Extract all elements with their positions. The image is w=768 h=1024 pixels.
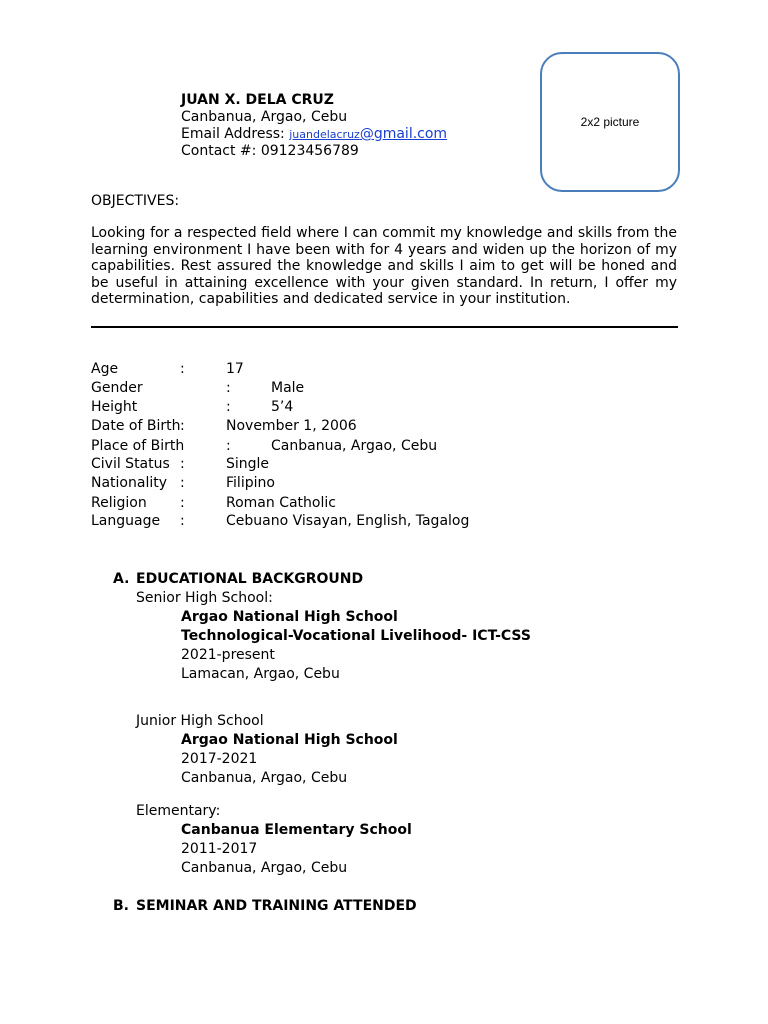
- birthdate-value: November 1, 2006: [226, 418, 357, 434]
- photo-label: 2x2 picture: [580, 115, 640, 129]
- civil-status-colon: :: [180, 456, 185, 472]
- civil-status-value: Single: [226, 456, 270, 472]
- nationality-colon: :: [180, 475, 185, 491]
- age-label: Age: [91, 361, 119, 377]
- age-value: 17: [226, 361, 244, 377]
- elementary-level: Elementary:: [136, 803, 221, 819]
- junior-level: Junior High School: [136, 713, 264, 729]
- gender-value: Male: [271, 380, 305, 396]
- nationality-label: Nationality: [91, 475, 168, 491]
- email-link[interactable]: [289, 126, 447, 142]
- objectives-title: OBJECTIVES:: [91, 193, 180, 209]
- photo-placeholder: [540, 52, 680, 192]
- junior-school: Argao National High School: [181, 732, 398, 748]
- civil-status-label: Civil Status: [91, 456, 170, 472]
- birthdate-colon: :: [180, 418, 185, 434]
- seminar-title: SEMINAR AND TRAINING ATTENDED: [136, 898, 417, 914]
- senior-location: Lamacan, Argao, Cebu: [181, 666, 340, 682]
- email-user: juandelacruz: [289, 128, 360, 141]
- language-label: Language: [91, 513, 161, 529]
- elementary-school: Canbanua Elementary School: [181, 822, 412, 838]
- horizontal-rule: [91, 326, 678, 328]
- religion-colon: :: [180, 495, 185, 511]
- resume-header: [181, 92, 447, 160]
- senior-level: Senior High School:: [136, 590, 273, 606]
- religion-label: Religion: [91, 495, 147, 511]
- junior-years: 2017-2021: [181, 751, 258, 767]
- senior-years: 2021-present: [181, 647, 275, 663]
- education-title: EDUCATIONAL BACKGROUND: [136, 571, 364, 587]
- religion-value: Roman Catholic: [226, 495, 336, 511]
- birthplace-label: Place of Birth: [91, 438, 185, 454]
- applicant-name: JUAN X. DELA CRUZ: [181, 92, 334, 108]
- birthdate-label: Date of Birth: [91, 418, 181, 434]
- education-letter: A.: [113, 571, 130, 587]
- height-colon: :: [226, 399, 231, 415]
- gender-label: Gender: [91, 380, 143, 396]
- junior-location: Canbanua, Argao, Cebu: [181, 770, 348, 786]
- seminar-letter: B.: [113, 898, 129, 914]
- language-colon: :: [180, 513, 185, 529]
- objectives-text: Looking for a respected field where I can commit my knowledge and skills from the learning environment I have been with for 4 years and widen up the horizon of my capabilities. Rest assured the knowledge and skills I aim to get will be honed and be useful in attaining excellence with your given standard. In return, I offer my determination, capabilities and dedicated service in your institution.: [91, 225, 677, 308]
- birthplace-colon: :: [226, 438, 231, 454]
- contact-number: Contact #: 09123456789: [181, 143, 359, 159]
- email-line: [181, 126, 447, 143]
- elementary-years: 2011-2017: [181, 841, 258, 857]
- email-label: Email Address:: [181, 126, 290, 142]
- height-label: Height: [91, 399, 138, 415]
- birthplace-value: Canbanua, Argao, Cebu: [271, 438, 438, 454]
- gender-colon: :: [226, 380, 231, 396]
- email-domain: @gmail.com: [359, 126, 448, 142]
- elementary-location: Canbanua, Argao, Cebu: [181, 860, 348, 876]
- nationality-value: Filipino: [226, 475, 275, 491]
- applicant-address: Canbanua, Argao, Cebu: [181, 109, 348, 125]
- senior-school: Argao National High School: [181, 609, 398, 625]
- language-value: Cebuano Visayan, English, Tagalog: [226, 513, 470, 529]
- age-colon: :: [180, 361, 185, 377]
- height-value: 5’4: [271, 399, 294, 415]
- senior-track: Technological-Vocational Livelihood- ICT-CSS: [181, 628, 531, 644]
